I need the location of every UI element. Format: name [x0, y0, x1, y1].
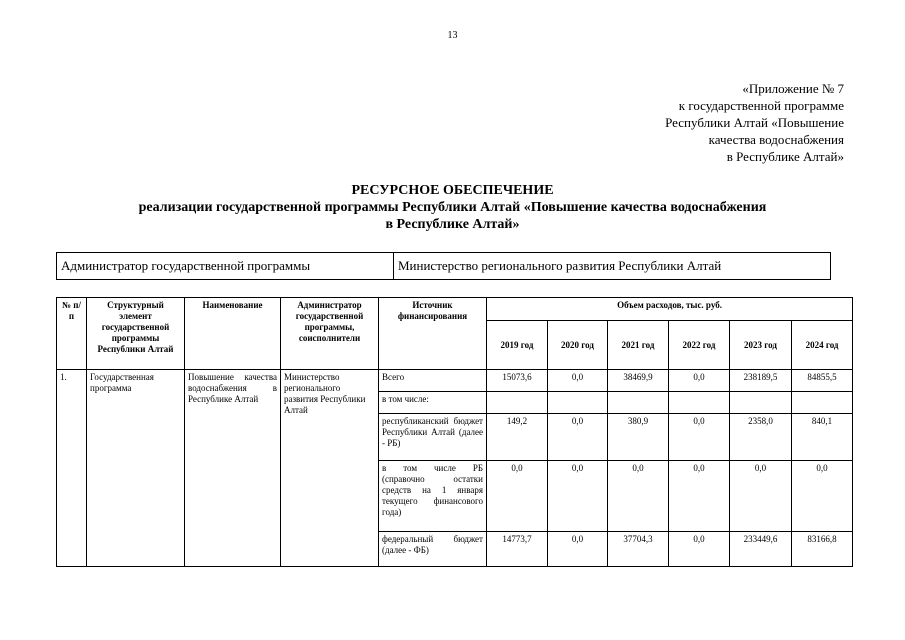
value-cell: 0,0	[548, 370, 608, 392]
header-num: № п/п	[57, 298, 87, 370]
value-cell: 0,0	[548, 461, 608, 532]
appendix-line: к государственной программе	[678, 98, 844, 113]
value-cell: 2358,0	[730, 414, 792, 461]
resource-table	[56, 297, 853, 567]
value-cell: 0,0	[608, 461, 669, 532]
header-admin: Администратор государственной программы, соисполнители	[281, 298, 379, 370]
source-label: федеральный бюджет (далее - ФБ)	[379, 532, 487, 567]
value-cell: 0,0	[548, 414, 608, 461]
value-cell: 14773,7	[487, 532, 548, 567]
administrator-box	[56, 252, 831, 280]
value-cell: 0,0	[730, 461, 792, 532]
appendix-line: Республики Алтай «Повышение	[665, 115, 844, 130]
appendix-line: в Республике Алтай»	[726, 149, 844, 164]
value-cell: 0,0	[669, 532, 730, 567]
value-cell: 84855,5	[792, 370, 853, 392]
source-label: республиканский бюджет Республики Алтай (далее - РБ)	[379, 414, 487, 461]
header-source: Источник финансирования	[379, 298, 487, 370]
value-cell: 0,0	[669, 414, 730, 461]
header-year: 2024 год	[792, 321, 853, 370]
header-element: Структурный элемент государственной программы Республики Алтай	[87, 298, 185, 370]
row-name: Повышение качества водоснабжения в Республике Алтай	[185, 370, 281, 567]
value-cell: 840,1	[792, 414, 853, 461]
title-line: в Республике Алтай»	[385, 217, 520, 232]
value-cell: 0,0	[669, 370, 730, 392]
header-row	[57, 298, 853, 321]
header-year: 2021 год	[608, 321, 669, 370]
value-cell: 37704,3	[608, 532, 669, 567]
row-num: 1.	[57, 370, 87, 567]
value-cell: 233449,6	[730, 532, 792, 567]
value-cell: 0,0	[548, 532, 608, 567]
title-line: реализации государственной программы Республики Алтай «Повышение качества водоснабжения	[138, 200, 767, 215]
appendix-line: «Приложение № 7	[742, 81, 844, 96]
row-admin: Министерство регионального развития Республики Алтай	[281, 370, 379, 567]
header-expenses: Объем расходов, тыс. руб.	[487, 298, 853, 321]
source-label: Всего	[379, 370, 487, 392]
row-element: Государственная программа	[87, 370, 185, 567]
table-row	[57, 370, 853, 392]
document-title	[0, 182, 905, 233]
page-number: 13	[447, 30, 458, 41]
appendix-note	[665, 80, 844, 165]
administrator-label: Администратор государственной программы	[57, 253, 394, 279]
header-year: 2020 год	[548, 321, 608, 370]
value-cell: 0,0	[487, 461, 548, 532]
value-cell	[608, 392, 669, 414]
header-name: Наименование	[185, 298, 281, 370]
source-label: в том числе:	[379, 392, 487, 414]
value-cell: 38469,9	[608, 370, 669, 392]
value-cell	[730, 392, 792, 414]
value-cell: 0,0	[669, 461, 730, 532]
header-year: 2023 год	[730, 321, 792, 370]
source-label: в том числе РБ (справочно остатки средств на 1 января текущего финансового года)	[379, 461, 487, 532]
header-year: 2019 год	[487, 321, 548, 370]
title-line: РЕСУРСНОЕ ОБЕСПЕЧЕНИЕ	[351, 183, 554, 198]
value-cell	[548, 392, 608, 414]
value-cell	[487, 392, 548, 414]
value-cell: 380,9	[608, 414, 669, 461]
administrator-value: Министерство регионального развития Республики Алтай	[398, 258, 722, 273]
value-cell	[669, 392, 730, 414]
value-cell	[792, 392, 853, 414]
value-cell: 15073,6	[487, 370, 548, 392]
header-year: 2022 год	[669, 321, 730, 370]
value-cell: 149,2	[487, 414, 548, 461]
appendix-line: качества водоснабжения	[708, 132, 844, 147]
value-cell: 83166,8	[792, 532, 853, 567]
value-cell: 0,0	[792, 461, 853, 532]
value-cell: 238189,5	[730, 370, 792, 392]
